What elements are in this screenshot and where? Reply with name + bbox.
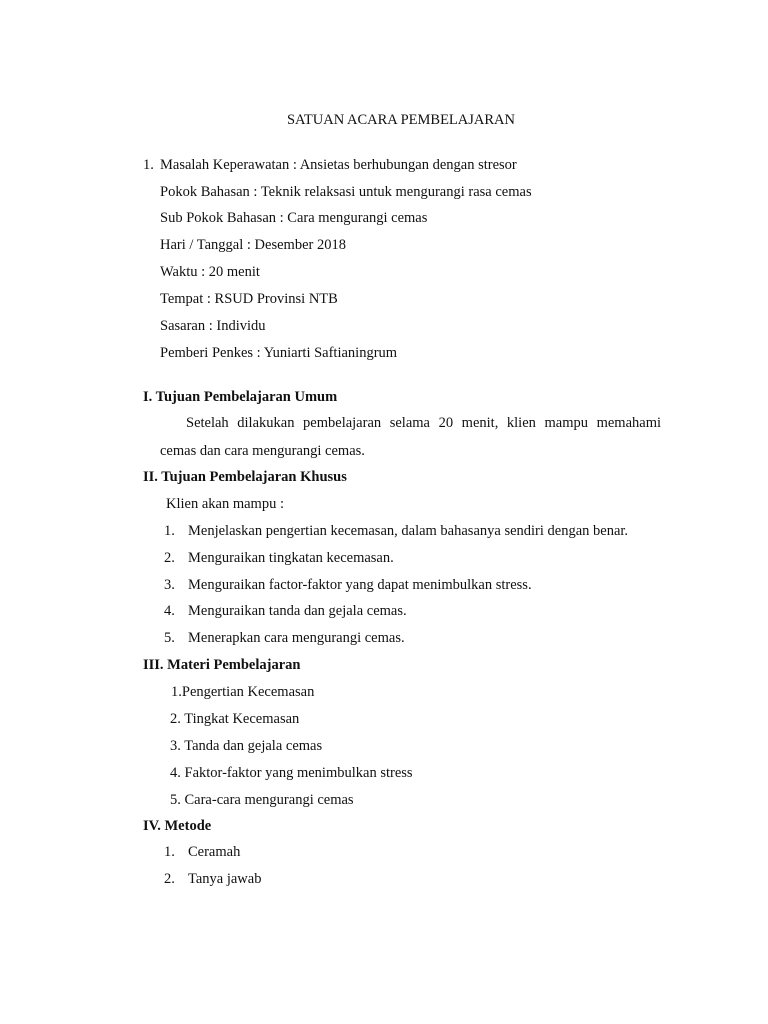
materi-item: 5. Cara-cara mengurangi cemas (170, 792, 354, 808)
materi-item: 2. Tingkat Kecemasan (170, 711, 300, 727)
info-masalah: Masalah Keperawatan : Ansietas berhubungan dengan stresor (160, 157, 517, 173)
info-sub-pokok-bahasan: Sub Pokok Bahasan : Cara mengurangi cemas (160, 210, 428, 226)
list-item (164, 522, 628, 540)
info-sasaran: Sasaran : Individu (160, 318, 266, 334)
list-item (164, 576, 532, 594)
info-pokok-bahasan: Pokok Bahasan : Teknik relaksasi untuk mengurangi rasa cemas (160, 184, 532, 200)
list-item (164, 870, 261, 888)
info-pemberi: Pemberi Penkes : Yuniarti Saftianingrum (160, 345, 398, 361)
section-heading-tujuan-umum: I. Tujuan Pembelajaran Umum (143, 389, 338, 405)
section-heading-materi: III. Materi Pembelajaran (143, 657, 301, 673)
materi-item: 3. Tanda dan gejala cemas (170, 738, 323, 754)
list-item (164, 549, 394, 567)
list-item-text: Tanya jawab (188, 871, 262, 887)
list-item-number: 2. (164, 550, 175, 566)
list-item-text: Menguraikan tingkatan kecemasan. (188, 550, 394, 566)
list-item-number: 3. (164, 577, 175, 593)
list-item-text: Menguraikan tanda dan gejala cemas. (188, 603, 407, 619)
info-tempat: Tempat : RSUD Provinsi NTB (160, 291, 338, 307)
list-item-text: Menguraikan factor-faktor yang dapat menimbulkan stress. (188, 577, 532, 593)
info-hari-tanggal: Hari / Tanggal : Desember 2018 (160, 237, 346, 253)
list-item-number: 1. (164, 523, 175, 539)
list-item-text: Menjelaskan pengertian kecemasan, dalam bahasanya sendiri dengan benar. (188, 523, 629, 539)
document-title: SATUAN ACARA PEMBELAJARAN (286, 112, 515, 128)
list-item (164, 602, 407, 620)
materi-item: 1.Pengertian Kecemasan (171, 684, 315, 700)
section-heading-tujuan-khusus: II. Tujuan Pembelajaran Khusus (143, 469, 347, 485)
info-number: 1. (143, 157, 154, 173)
list-item-text: Ceramah (188, 844, 241, 860)
section-heading-metode: IV. Metode (143, 818, 212, 834)
list-item (164, 843, 240, 861)
list-item-number: 2. (164, 871, 175, 887)
list-item-number: 4. (164, 603, 175, 619)
info-waktu: Waktu : 20 menit (160, 264, 260, 280)
tujuan-umum-line-2: cemas dan cara mengurangi cemas. (160, 443, 365, 459)
tujuan-umum-line-1: Setelah dilakukan pembelajaran selama 20 menit, klien mampu memahami (186, 415, 661, 431)
materi-item: 4. Faktor-faktor yang menimbulkan stress (170, 765, 413, 781)
list-item-text: Menerapkan cara mengurangi cemas. (188, 630, 405, 646)
tujuan-khusus-intro: Klien akan mampu : (166, 496, 284, 512)
list-item (164, 629, 405, 647)
list-item-number: 5. (164, 630, 175, 646)
list-item-number: 1. (164, 844, 175, 860)
